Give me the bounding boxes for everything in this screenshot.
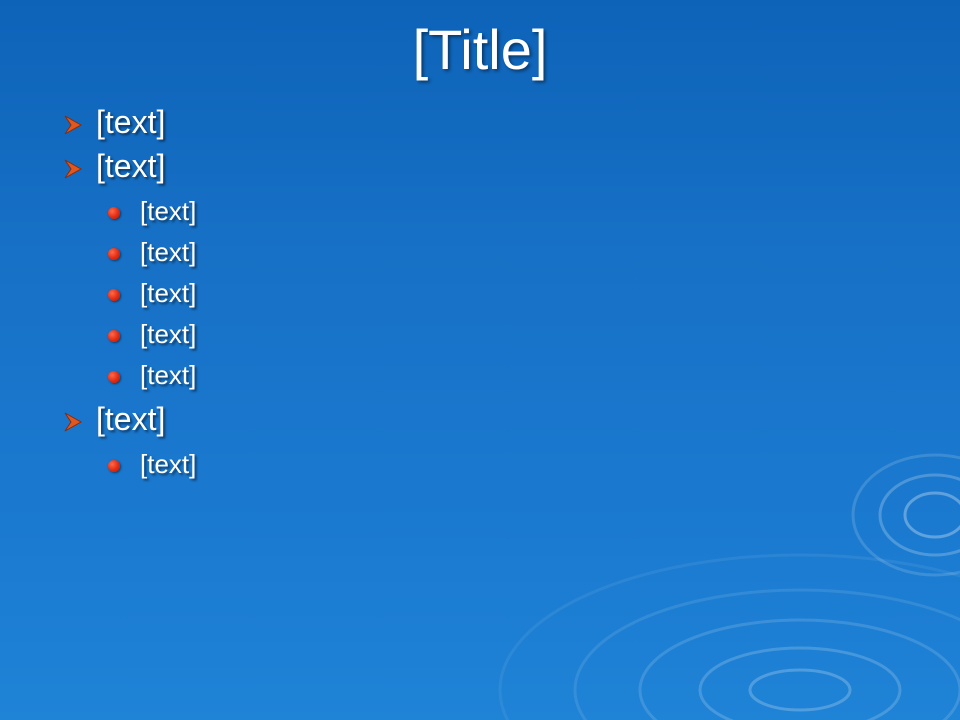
sub-bullet-prevalencia-intermedia xyxy=(108,278,940,309)
sub-bullet-text: [text] xyxy=(140,449,197,479)
round-bullet-icon xyxy=(108,289,120,301)
sub-bullet-espana xyxy=(108,196,940,227)
bullet-item-riesgo xyxy=(60,100,940,144)
sub-bullet-text: [text] xyxy=(140,360,197,390)
arrow-bullet-icon xyxy=(62,158,84,180)
sub-bullet-text: [text] xyxy=(140,319,197,349)
sub-bullet-subsahariana xyxy=(108,449,940,480)
bullet-text: [text] xyxy=(96,104,166,140)
round-bullet-icon xyxy=(108,330,120,342)
bullet-text: [text] xyxy=(96,401,166,437)
sub-bullet-portadores xyxy=(108,360,940,391)
slide-content xyxy=(60,100,940,700)
sub-bullet-prevalencia-alta xyxy=(108,237,940,268)
slide-title: [Title] xyxy=(412,18,548,81)
arrow-bullet-icon xyxy=(62,114,84,136)
sub-bullet-text: [text] xyxy=(140,196,197,226)
sub-bullet-marcadores xyxy=(108,319,940,350)
bullet-text: [text] xyxy=(96,148,166,184)
round-bullet-icon xyxy=(108,248,120,260)
round-bullet-icon xyxy=(108,460,120,472)
round-bullet-icon xyxy=(108,207,120,219)
round-bullet-icon xyxy=(108,371,120,383)
sub-bullet-text: [text] xyxy=(140,278,197,308)
arrow-bullet-icon xyxy=(62,411,84,433)
bullet-item-hepatitis-b xyxy=(60,144,940,188)
sub-bullet-text: [text] xyxy=(140,237,197,267)
bullet-item-hepatitis-c xyxy=(60,397,940,441)
